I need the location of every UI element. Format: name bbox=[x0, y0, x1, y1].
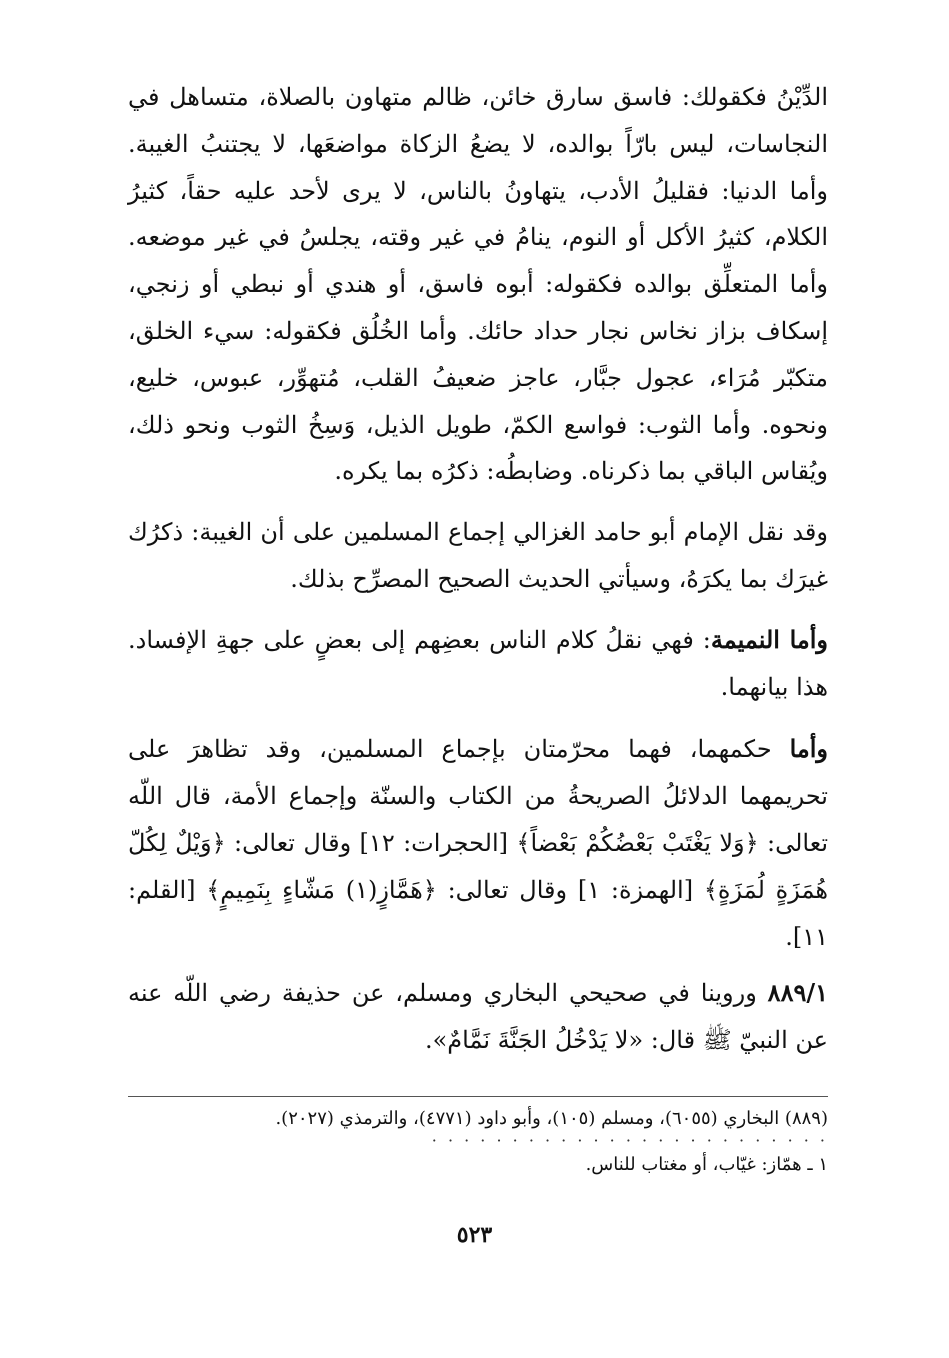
hadith-number: ٨٨٩/١ bbox=[767, 978, 828, 1008]
page-number: ٥٢٣ bbox=[456, 1222, 493, 1248]
footnote-takhrij: (٨٨٩) البخاري (٦٠٥٥)، ومسلم (١٠٥)، وأبو داود (٤٧٧١)، والترمذي (٢٠٢٧). bbox=[275, 1108, 828, 1129]
paragraph-5 bbox=[128, 970, 828, 1064]
footnote-1: ١ ـ همّاز: غيّاب، أو مغتاب للناس. bbox=[585, 1154, 828, 1175]
paragraph-5-text: وروينا في صحيحي البخاري ومسلم، عن حذيفة رضي اللّه عنه عن النبيّ ﷺ قال: «لا يَدْخُلُ الجَنَّةَ نَمَّامٌ». bbox=[128, 979, 828, 1055]
paragraph-3 bbox=[128, 617, 828, 711]
footnote-divider bbox=[128, 1096, 828, 1097]
paragraph-3-text: : فهي نقلُ كلام الناس بعضِهم إلى بعضٍ على جهةِ الإفساد. هذا بيانهما. bbox=[128, 625, 828, 701]
paragraph-2: وقد نقل الإمام أبو حامد الغزالي إجماع المسلمين على أن الغيبة: ذكرُك غيرَك بما يكرَهُ، وسيأتي الحديث الصحيح المصرِّح بذلك. bbox=[128, 518, 828, 593]
footnotes bbox=[128, 1104, 828, 1180]
paragraph-3-lead: وأما النميمة bbox=[710, 624, 828, 654]
paragraph-4-text: حكمهما، فهما محرّمتان بإجماع المسلمين، وقد تظاهرَ على تحريمهما الدلائلُ الصريحةُ من الكتاب والسنّة وإجماع الأمة، قال اللّه تعالى: ﴿وَلا يَغْتَبْ بَعْضُكُمْ بَعْضاً﴾ [الحجرات: ١٢] وقال تعالى: ﴿وَيْلٌ لِكُلّ هُمَزَةٍ لُمَزَةٍ﴾ [الهمزة: ١] وقال تعالى: ﴿هَمَّازٍ(١) مَشّاءٍ بِنَمِيمٍ﴾ [القلم: ١١]. bbox=[128, 735, 829, 951]
paragraph-1: الدِّيْنُ فكقولك: فاسق سارق خائن، ظالم متهاون بالصلاة، متساهل في النجاسات، ليس بارّاً بوالده، لا يضعُ الزكاة مواضعَها، لا يجتنبُ الغيبة. وأما الدنيا: فقليلُ الأدب، يتهاونُ بالناس، لا يرى لأحد عليه حقاً، كثيرُ الكلام، كثيرُ الأكل أو النوم، ينامُ في غير وقته، يجلسُ في غير موضعه. وأما المتعلِّق بوالده فكقوله: أبوه فاسق، أو هندي أو نبطي أو زنجي، إسكاف بزاز نخاس نجار حداد حائك. وأما الخُلُق فكقوله: سيء الخلق، متكبّر مُرَاء، عجول جبَّار، عاجز ضعيفُ القلب، مُتهوِّر، عبوس، خليع، ونحوه. وأما الثوب: فواسع الكمّ، طويل الذيل، وَسِخُ الثوب ونحو ذلك، ويُقاس الباقي بما ذكرناه. وضابطُه: ذكرُه بما يكره. bbox=[128, 83, 828, 486]
page-body bbox=[128, 74, 828, 1064]
paragraph-4-lead: وأما bbox=[789, 734, 828, 764]
footnote-dots: · · · · · · · · · · · · · · · · · · · · · · · · · bbox=[431, 1131, 828, 1150]
paragraph-4 bbox=[128, 726, 828, 960]
